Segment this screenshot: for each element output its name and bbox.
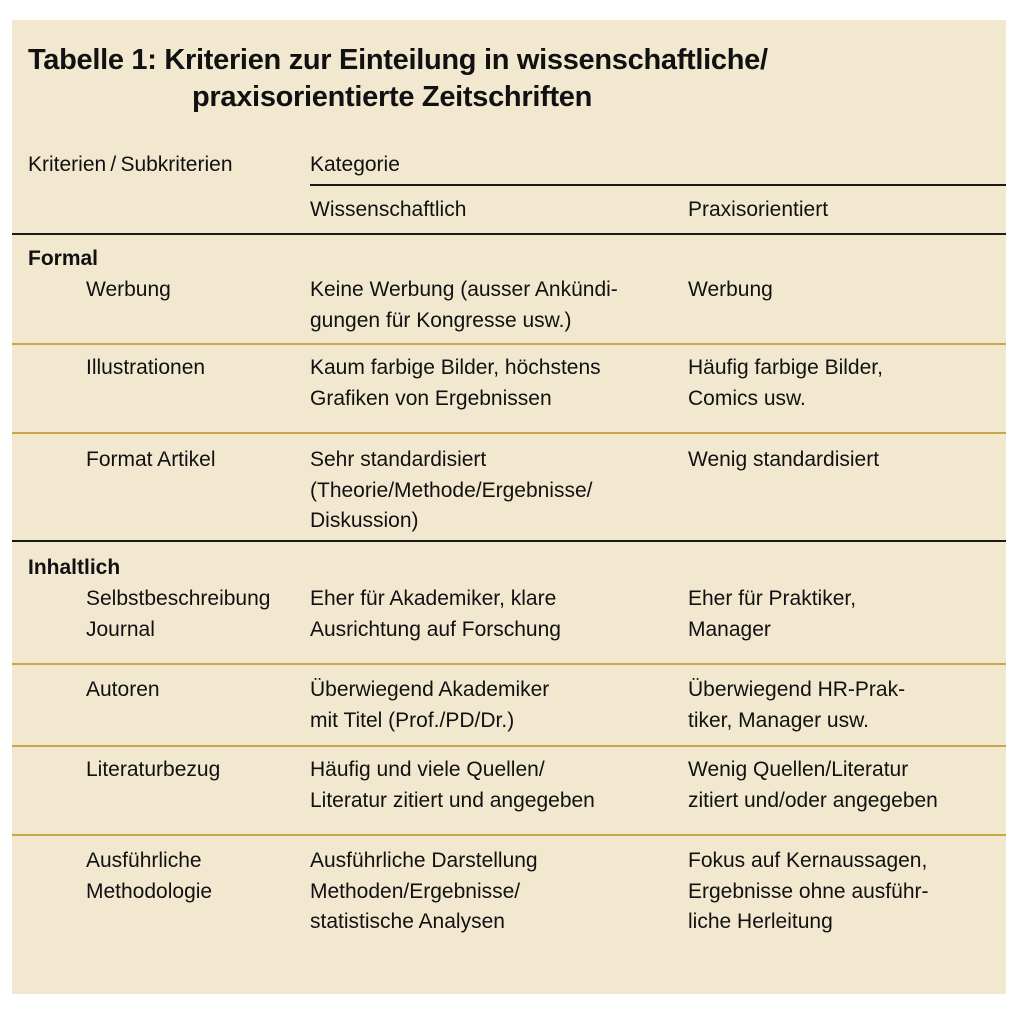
header-category-rule bbox=[310, 184, 1006, 186]
cell-line: Werbung bbox=[688, 278, 773, 301]
row-werbung-criterion bbox=[86, 275, 171, 306]
cell-line: Methoden/Ergebnisse/ bbox=[310, 879, 521, 903]
row-selbstbeschreibung-practice bbox=[688, 584, 856, 645]
cell-line: Überwiegend HR-Prak- bbox=[688, 678, 906, 701]
cell-line: Manager bbox=[688, 617, 771, 641]
row-methodologie-scientific bbox=[310, 846, 538, 938]
cell-line: Häufig farbige Bilder, bbox=[688, 356, 883, 379]
cell-line: Literatur zitiert und angegeben bbox=[310, 788, 595, 812]
cell-line: Wenig standardisiert bbox=[688, 448, 880, 471]
cell-line: mit Titel (Prof./PD/Dr.) bbox=[310, 708, 515, 732]
row-illustrationen-scientific bbox=[310, 353, 601, 414]
row-divider bbox=[12, 834, 1006, 836]
row-autoren-criterion bbox=[86, 675, 160, 706]
header-criteria: Kriterien / Subkriterien bbox=[28, 153, 233, 176]
row-divider bbox=[12, 343, 1006, 345]
row-illustrationen-criterion bbox=[86, 353, 205, 384]
cell-line: Keine Werbung (ausser Ankündi- bbox=[310, 278, 618, 301]
cell-line: Ausführliche bbox=[86, 849, 202, 872]
cell-line: Literaturbezug bbox=[86, 758, 221, 781]
cell-line: statistische Analysen bbox=[310, 910, 505, 933]
row-divider bbox=[12, 745, 1006, 747]
row-methodologie-practice bbox=[688, 846, 929, 938]
title-line-2: praxisorientierte Zeitschriften bbox=[192, 81, 593, 113]
row-divider bbox=[12, 663, 1006, 665]
cell-line: Selbstbeschreibung bbox=[86, 587, 271, 610]
table-title bbox=[28, 42, 988, 116]
header-col-practice: Praxisorientiert bbox=[688, 198, 829, 221]
cell-line: Werbung bbox=[86, 278, 171, 301]
cell-line: Eher für Akademiker, klare bbox=[310, 587, 557, 610]
cell-line: Diskussion) bbox=[310, 509, 419, 532]
cell-line: Wenig Quellen/Literatur bbox=[688, 758, 909, 781]
cell-line: Methodologie bbox=[86, 879, 213, 903]
header-category: Kategorie bbox=[310, 153, 400, 176]
row-literaturbezug-scientific bbox=[310, 755, 595, 816]
cell-line: zitiert und/oder angegeben bbox=[688, 788, 938, 812]
cell-line: Autoren bbox=[86, 678, 160, 701]
cell-line: tiker, Manager usw. bbox=[688, 708, 869, 732]
section-divider bbox=[12, 540, 1006, 542]
cell-line: gungen für Kongresse usw.) bbox=[310, 308, 572, 332]
row-selbstbeschreibung-criterion bbox=[86, 584, 270, 645]
cell-line: Eher für Praktiker, bbox=[688, 587, 857, 610]
cell-line: Fokus auf Kernaussagen, bbox=[688, 849, 928, 872]
row-werbung-scientific bbox=[310, 275, 618, 336]
cell-line: Comics usw. bbox=[688, 386, 806, 410]
cell-line: Illustrationen bbox=[86, 356, 206, 379]
cell-line: Sehr standardisiert bbox=[310, 448, 487, 471]
cell-line: liche Herleitung bbox=[688, 910, 833, 933]
row-divider bbox=[12, 432, 1006, 434]
cell-line: (Theorie/Methode/Ergebnisse/ bbox=[310, 478, 593, 502]
cell-line: Ausführliche Darstellung bbox=[310, 849, 538, 872]
section-label-formal: Formal bbox=[28, 247, 99, 270]
row-format-artikel-scientific bbox=[310, 445, 593, 537]
cell-line: Ausrichtung auf Forschung bbox=[310, 617, 561, 641]
row-autoren-scientific bbox=[310, 675, 549, 736]
cell-line: Ergebnisse ohne ausführ- bbox=[688, 879, 929, 903]
row-format-artikel-practice bbox=[688, 445, 879, 476]
row-illustrationen-practice bbox=[688, 353, 883, 414]
cell-line: Journal bbox=[86, 617, 155, 641]
row-methodologie-criterion bbox=[86, 846, 212, 907]
header-bottom-rule bbox=[12, 233, 1006, 235]
row-selbstbeschreibung-scientific bbox=[310, 584, 561, 645]
header-col-scientific: Wissenschaftlich bbox=[310, 198, 467, 221]
cell-line: Überwiegend Akademiker bbox=[310, 678, 550, 701]
section-label-inhaltlich: Inhaltlich bbox=[28, 556, 121, 579]
cell-line: Grafiken von Ergebnissen bbox=[310, 386, 552, 410]
cell-line: Format Artikel bbox=[86, 448, 216, 471]
row-format-artikel-criterion bbox=[86, 445, 216, 476]
row-literaturbezug-practice bbox=[688, 755, 938, 816]
cell-line: Häufig und viele Quellen/ bbox=[310, 758, 545, 781]
row-autoren-practice bbox=[688, 675, 905, 736]
row-literaturbezug-criterion bbox=[86, 755, 220, 786]
title-line-1: Tabelle 1: Kriterien zur Einteilung in wissenschaftliche/ bbox=[28, 44, 768, 76]
table-panel bbox=[12, 20, 1006, 994]
cell-line: Kaum farbige Bilder, höchstens bbox=[310, 356, 601, 379]
row-werbung-practice bbox=[688, 275, 773, 306]
